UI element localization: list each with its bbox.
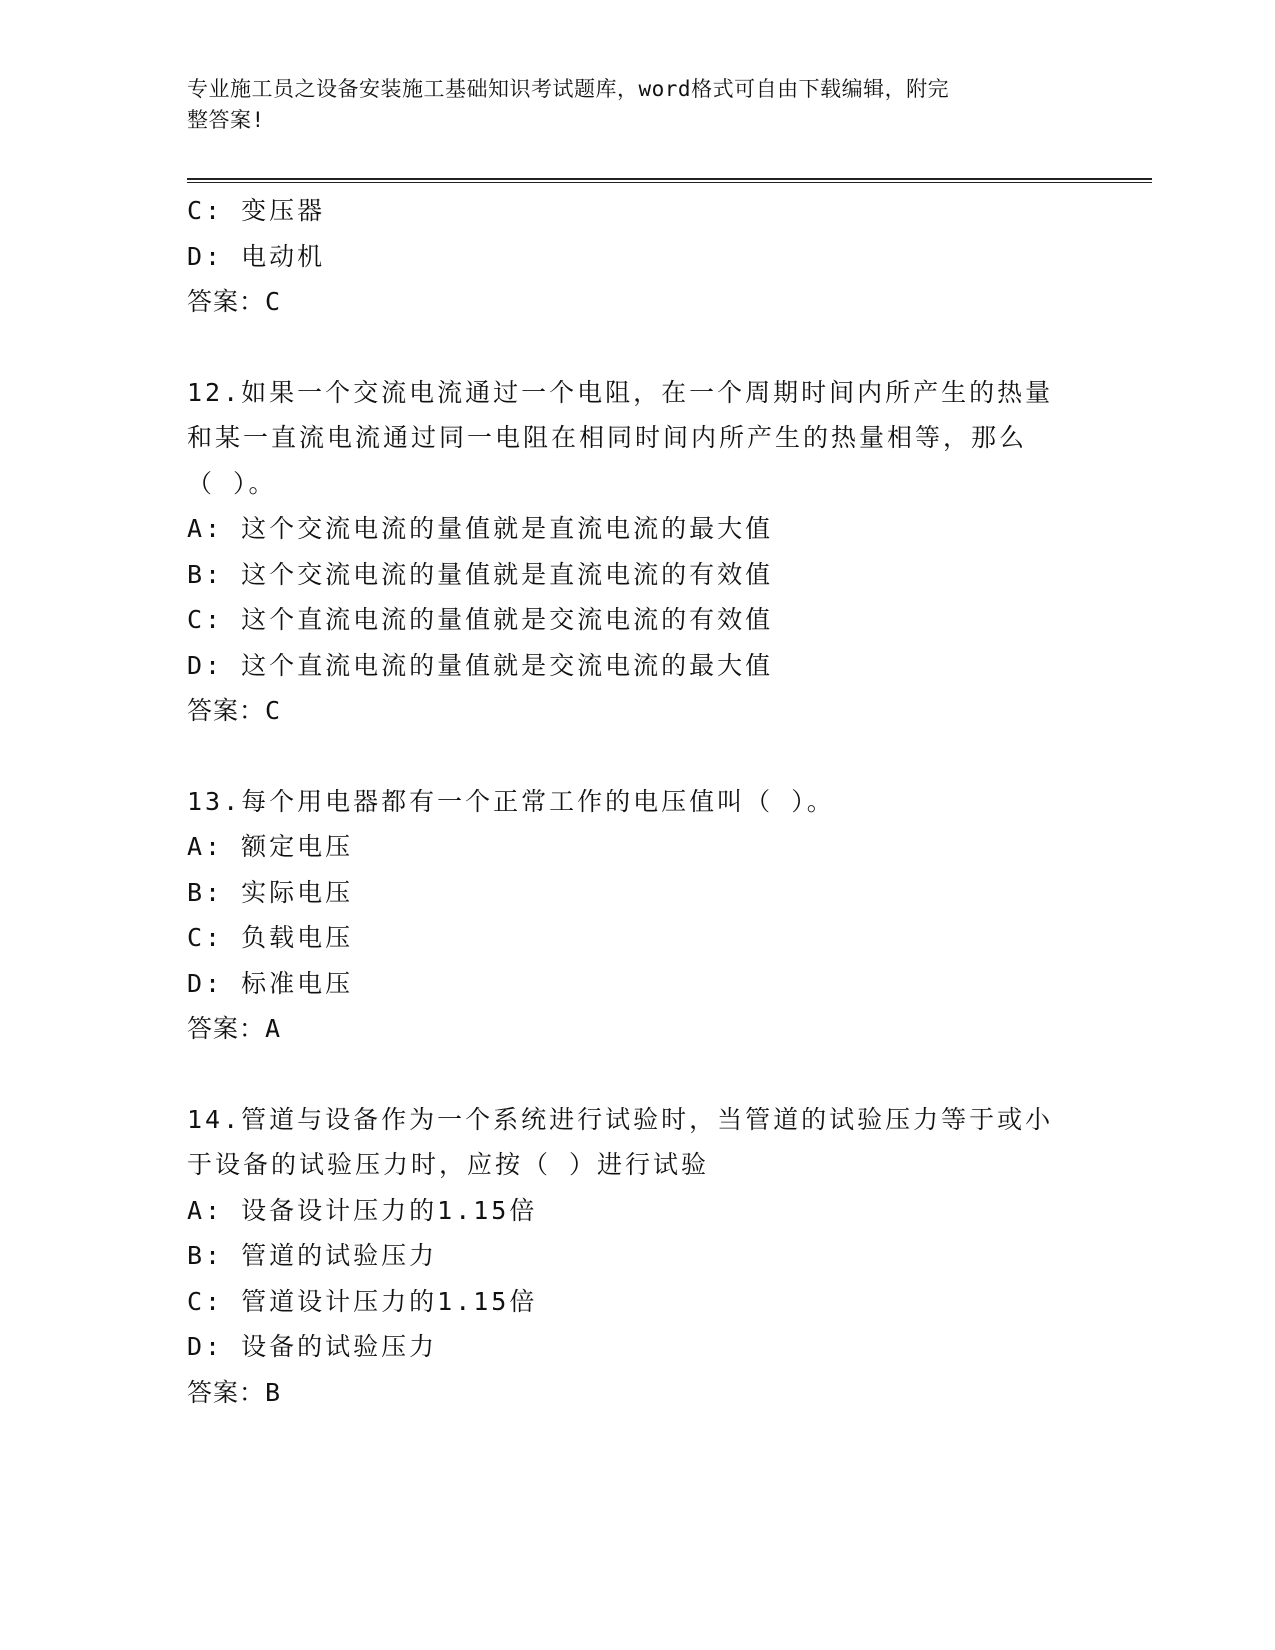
option-c: C: 管道设计压力的1.15倍 — [187, 1286, 538, 1316]
option-d: D: 设备的试验压力 — [187, 1332, 438, 1361]
option-c: C: 变压器 — [187, 196, 326, 225]
header-title-line-2: 整答案! — [187, 108, 265, 132]
spacer — [187, 734, 1087, 779]
answer: 答案：C — [187, 696, 282, 725]
option-c: C: 负载电压 — [187, 923, 354, 952]
option-b: B: 实际电压 — [187, 877, 354, 907]
option-d: D: 电动机 — [187, 241, 326, 271]
option-a: A: 这个交流电流的量值就是直流电流的最大值 — [187, 514, 774, 543]
answer: 答案：B — [187, 1377, 282, 1407]
header-divider-thin — [187, 182, 1152, 183]
question-list — [187, 188, 1087, 1415]
question-14 — [187, 1097, 1087, 1416]
option-b: B: 管道的试验压力 — [187, 1241, 438, 1270]
answer: 答案：A — [187, 1014, 282, 1043]
question-13 — [187, 779, 1087, 1052]
option-d: D: 标准电压 — [187, 968, 354, 998]
answer: 答案：C — [187, 287, 282, 316]
document-header — [187, 74, 1067, 136]
question-stem-line: 于设备的试验压力时，应按（ ）进行试验 — [187, 1150, 710, 1179]
question-11-continuation — [187, 188, 1087, 325]
question-stem-line: 14.管道与设备作为一个系统进行试验时，当管道的试验压力等于或小 — [187, 1104, 1054, 1134]
header-divider-thick — [187, 178, 1152, 180]
option-d: D: 这个直流电流的量值就是交流电流的最大值 — [187, 650, 774, 680]
option-a: A: 额定电压 — [187, 832, 354, 861]
question-stem-line: 13.每个用电器都有一个正常工作的电压值叫（ ）。 — [187, 786, 835, 816]
spacer — [187, 1052, 1087, 1097]
option-b: B: 这个交流电流的量值就是直流电流的有效值 — [187, 559, 774, 589]
question-stem-line: （ ）。 — [187, 468, 277, 498]
spacer — [187, 325, 1087, 370]
header-title-line-1: 专业施工员之设备安装施工基础知识考试题库，word格式可自由下载编辑，附完 — [187, 77, 950, 101]
question-12 — [187, 370, 1087, 734]
question-stem-line: 和某一直流电流通过同一电阻在相同时间内所产生的热量相等，那么 — [187, 423, 1028, 452]
option-a: A: 设备设计压力的1.15倍 — [187, 1195, 538, 1225]
question-stem-line: 12.如果一个交流电流通过一个电阻，在一个周期时间内所产生的热量 — [187, 377, 1054, 407]
option-c: C: 这个直流电流的量值就是交流电流的有效值 — [187, 605, 774, 634]
